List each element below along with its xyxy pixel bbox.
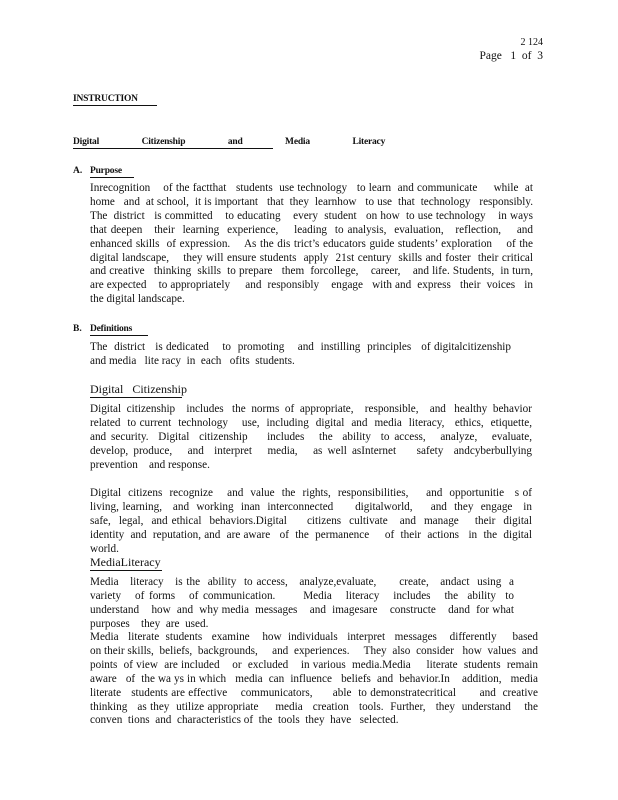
media-literacy-paragraph-2: Media literate students examine how individuals interpret messages differently based on their skills, beliefs, backgrounds, and experiences. They also consider how values and points of view are included or excluded in various media.Media literate students remain aware of the wa ys in which media can influence beliefs and behavior.In addition, media literate students are effective communicators, able to demonstratecritical and creative thinking as they utilize appropriate media creation tools. Further, they understand the conven tions and characteristics of the tools they have selected. [90, 631, 547, 727]
digital-citizenship-heading: Digital Citizenship [90, 382, 187, 396]
definitions-paragraph: The district is dedicated to promoting and instilling principles of digitalcitizenship and media lite racy in each ofits students. [90, 341, 528, 367]
media-literacy-paragraph-1: Media literacy is the ability to access, analyze,evaluate, create, andact using a variety of forms of communication. Media literacy includes the ability to understand how and why media messages and imagesare constructe dand for what purposes they are used. [90, 576, 520, 630]
policy-number: 2 124 [520, 37, 543, 48]
purpose-paragraph: Inrecognition of the factthat students use technology to learn and communicate while at home and at school, it is important that they learnhow to use that technology responsibly. The district is committed to educating every student on how to use technology in ways that deepen their learning experience, leading to analysis, evaluation, reflection, and enhanced skills of expression. As the dis trict’s educators guide students’ exploration of the digital landscape, they will ensure students apply 21st century skills and foster their critical and creative thinking skills to prepare them forcollege, career, and life. Students, in turn, are expected to appropriately and responsibly engage with and express their voices in the digital landscape. [90, 182, 542, 306]
category-heading: INSTRUCTION [73, 94, 157, 106]
media-literacy-heading: MediaLiteracy [90, 555, 161, 569]
page-number: Page 1 of 3 [479, 50, 543, 62]
section-b-letter: B. [73, 324, 82, 334]
policy-title: Digital Citizenship and Media Literacy [73, 137, 386, 147]
digital-citizenship-paragraph-1: Digital citizenship includes the norms of appropriate, responsible, and healthy behavior related to current technology use, including digital and media literacy, ethics, etiquette, and security. Digital citizenship includes the ability to access, analyze, evaluate, develop, produce, and interpret media, as well asInternet safety andcyberbullying prevention and response. [90, 403, 552, 471]
section-a-letter: A. [73, 166, 83, 176]
digital-citizenship-paragraph-2: Digital citizens recognize and value the rights, responsibilities, and opportunitie s of living, learning, and working inan interconnected digitalworld, and they engage in safe, legal, and ethical behaviors.Digital citizens cultivate and manage their digital identity and reputation, and are aware of the permanence of their actions in the digital world. [90, 487, 541, 555]
section-b-heading: Definitions [90, 324, 148, 336]
section-a-heading: Purpose [90, 166, 134, 178]
